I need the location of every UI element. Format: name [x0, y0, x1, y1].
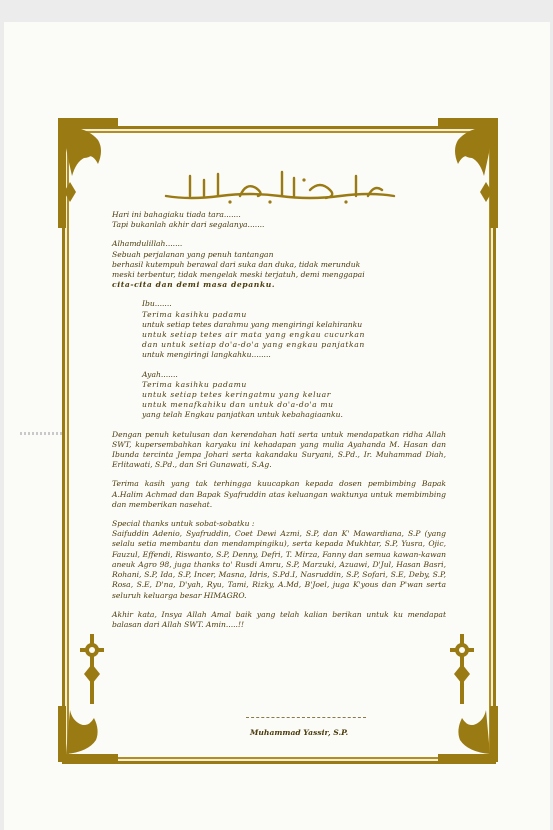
arabic-basmalah-calligraphy-icon	[160, 166, 400, 206]
corner-ornament-bottom-left	[58, 706, 118, 762]
closing-paragraph: Akhir kata, Insya Allah Amal baik yang telah kalian berikan untuk ku mendapat balasan dari Allah SWT. Amin.....!!	[112, 609, 446, 629]
terima-kasih-paragraph: Terima kasih yang tak terhingga kuucapkan kepada dosen pembimbing Bapak A.Halim Achmad dan Bapak Syafruddin atas keluangan waktunya untuk membimbing dan memberikan nasehat.	[112, 479, 446, 509]
ibu-line: Terima kasihku padamu	[142, 309, 247, 319]
opening-line-2: Tapi bukanlah akhir dari segalanya.......	[112, 220, 265, 230]
ketulusan-paragraph: Dengan penuh ketulusan dan kerendahan hati serta untuk mendapatkan ridha Allah SWT, kupersembahkan karyaku ini kehadapan yang mulia Ayahanda M. Hasan dan Ibunda tercinta Jempa Johari serta kakandaku Suryani, S.Pd., Ir. Muhammad Diah, Erlitawati, S.Pd., dan Sri Gunawati, S.Ag.	[112, 429, 446, 470]
ayah-line: untuk setiap tetes keringatmu yang keluar	[142, 390, 331, 400]
ayah-heading: Ayah.......	[142, 369, 178, 379]
ibu-line: untuk setiap tetes air mata yang engkau cucurkan	[142, 330, 365, 340]
ayah-line: untuk menafkahiku dan untuk do'a-do'a mu	[142, 400, 334, 410]
ayah-line: yang telah Engkau panjatkan untuk kebahagiaanku.	[142, 410, 343, 420]
alhamdulillah-line: Sebuah perjalanan yang penuh tantangan	[112, 249, 274, 259]
scan-smudge	[20, 432, 66, 435]
alhamdulillah-line: cita-cita dan demi masa depanku.	[112, 280, 276, 290]
corner-ornament-bottom-right	[438, 706, 498, 762]
special-thanks-heading: Special thanks untuk sobat-sobatku :	[112, 519, 255, 529]
alhamdulillah-heading: Alhamdulillah.......	[112, 239, 183, 249]
dedication-text	[112, 210, 446, 630]
signature-line	[246, 717, 366, 718]
ibu-line: untuk mengiringi langkahku........	[142, 350, 271, 360]
ibu-heading: Ibu.......	[142, 299, 172, 309]
signature-name: Muhammad Yassir, S.P.	[250, 728, 349, 737]
ibu-line: untuk setiap tetes darahmu yang mengiringi kelahiranku	[142, 319, 363, 329]
ayah-line: Terima kasihku padamu	[142, 379, 247, 389]
opening-line-1: Hari ini bahagiaku tiada tara.......	[112, 210, 241, 219]
cross-ornament-right	[446, 634, 478, 708]
alhamdulillah-line: meski terbentur, tidak mengelak meski terjatuh, demi menggapai	[112, 270, 365, 280]
corner-ornament-top-left	[58, 118, 118, 228]
ibu-line: dan untuk setiap do'a-do'a yang engkau panjatkan	[142, 340, 365, 350]
corner-ornament-top-right	[438, 118, 498, 228]
alhamdulillah-line: berhasil kutempuh berawal dari suka dan duka, tidak merunduk	[112, 259, 361, 269]
special-thanks-paragraph: Saifuddin Adenio, Syafruddin, Coet Dewi Azmi, S.P, dan K' Mawardiana, S.P (yang selalu setia membantu dan mendampingiku), serta kepada Mukhtar, S.P, Yusra, Ojic, Fauzul, Effendi, Riswanto, S.P, Denny, Defri, T. Mirza, Fanny dan semua kawan-kawan aneuk Agro 98, juga thanks to' Rusdi Amru, S.P, Marzuki, Azuawi, D'Jul, Hasan Basri, Rohani, S.P, Ida, S.P, Incer, Masna, Idris, S.Pd.I, Nasruddin, S.P, Sofari, S.E, Deby, S.P, Rosa, S.E, D'na, D'yah, Ryu, Tami, Rizky, A.Md, B'Joel, juga K'yous dan P'wan serta seluruh keluarga besar HIMAGRO.	[112, 529, 446, 600]
cross-ornament-left	[76, 634, 108, 708]
